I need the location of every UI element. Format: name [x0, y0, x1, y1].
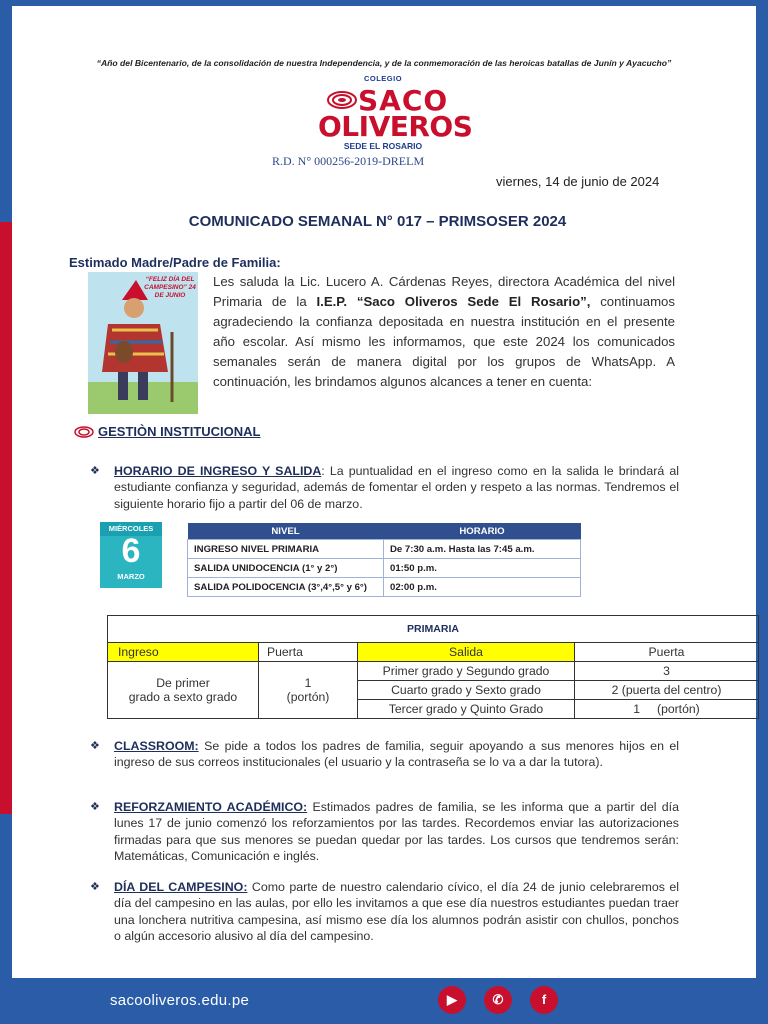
bullet-classroom	[90, 738, 679, 771]
primaria-puerta-cell	[259, 662, 358, 719]
illustration-caption: “FELIZ DÍA DEL CAMPESINO” 24 DE JUNIO	[144, 276, 196, 299]
horario-heading: HORARIO DE INGRESO Y SALIDA	[114, 464, 322, 478]
right-border	[756, 0, 768, 1024]
greeting: Estimado Madre/Padre de Familia:	[69, 255, 281, 270]
motto-line: “Año del Bicentenario, de la consolidación de nuestra Independencia, y de la conmemoración de las heroicas batallas de Junín y Ayacucho”	[96, 58, 672, 68]
schedule-cell: INGRESO NIVEL PRIMARIA	[188, 540, 384, 559]
reforzamiento-text: Estimados padres de familia, se les informa que a partir del día lunes 17 de junio comenzó los reforzamientos por las tardes. Recordemos enviar las autorizaciones firmadas para que sus menores se puedan quedar por las tardes. Los cursos que tendremos serán: Matemáticas, Comunicación e inglés.	[114, 800, 679, 864]
document-title: COMUNICADO SEMANAL N° 017 – PRIMSOSER 2024	[188, 213, 567, 230]
section-gestion	[74, 424, 261, 439]
calendar-badge	[100, 522, 162, 588]
salida-cell: Tercer grado y Quinto Grado	[358, 700, 575, 719]
ingreso-line2: grado a sexto grado	[128, 690, 238, 704]
salida-puerta-cell: 1 (portón)	[575, 700, 759, 719]
calendar-month: MARZO	[117, 572, 145, 581]
logo-sede: SEDE EL ROSARIO	[343, 141, 423, 151]
schedule-cell: De 7:30 a.m. Hasta las 7:45 a.m.	[384, 540, 581, 559]
intro-part1: Les saluda la Lic. Lucero A. Cárdenas Reyes, directora Académica del nivel Primaria de la	[213, 274, 675, 309]
schedule-cell: 02:00 p.m.	[384, 578, 581, 597]
campesino-text: Como parte de nuestro calendario cívico, el día 24 de junio celebraremos el día del campesino en las aulas, por ello les invitamos a que ese día nuestros estudiantes puedan traer una lonchera nutritiva campesina, así mismo ese día los alumnos podrán asistir con chullos, ponchos o algún accesorio alusivo al día del campesino.	[114, 880, 679, 944]
primaria-header-ingreso: Ingreso	[108, 643, 259, 662]
school-logo	[318, 74, 473, 154]
intro-school: I.E.P. “Saco Oliveros Sede El Rosario”,	[316, 294, 591, 309]
primaria-header-puerta: Puerta	[259, 643, 358, 662]
schedule-header-horario: HORARIO	[384, 523, 581, 540]
calendar-day-name: MIÉRCOLES	[100, 522, 162, 536]
bullet-campesino	[90, 879, 679, 945]
primaria-ingreso-cell	[108, 662, 259, 719]
puerta-line2: (portón)	[286, 690, 330, 704]
logo-swirl-icon	[326, 90, 358, 110]
schedule-cell: 01:50 p.m.	[384, 559, 581, 578]
ingreso-line1: De primer	[156, 676, 210, 690]
table-row	[188, 540, 581, 559]
classroom-heading: CLASSROOM:	[114, 739, 199, 753]
campesino-illustration	[88, 272, 198, 414]
puerta-line1: 1	[304, 676, 312, 690]
classroom-text: Se pide a todos los padres de familia, seguir apoyando a sus menores hijos en el ingreso de sus correos institucionales (el usuario y la contraseña se lo va a dar la tutora).	[114, 739, 679, 770]
salida-puerta-cell: 2 (puerta del centro)	[575, 681, 759, 700]
reforzamiento-heading: REFORZAMIENTO ACADÉMICO:	[114, 800, 308, 814]
facebook-icon[interactable]: f	[530, 986, 558, 1014]
footer-website-link[interactable]: sacooliveros.edu.pe	[110, 992, 250, 1009]
calendar-day: 6	[121, 532, 141, 570]
intro-part2: continuamos agradeciendo la confianza depositada en nuestra institución en el presente año escolar. Así mismo les informamos, que este 2024 los comunicados semanales serán de manera digital por los grupos de WhatsApp. A continuación, les brindamos algunos alcances a tener en cuenta:	[213, 294, 675, 389]
primaria-title: PRIMARIA	[108, 616, 759, 643]
schedule-cell: SALIDA POLIDOCENCIA (3°,4°,5° y 6°)	[188, 578, 384, 597]
section-gestion-label: GESTIÒN INSTITUCIONAL	[98, 424, 261, 439]
diamond-bullet-icon: ❖	[90, 801, 100, 813]
table-row	[188, 578, 581, 597]
whatsapp-icon[interactable]: ✆	[484, 986, 512, 1014]
document-date: viernes, 14 de junio de 2024	[496, 174, 660, 189]
salida-cell: Cuarto grado y Sexto grado	[358, 681, 575, 700]
rd-number: R.D. N° 000256-2019-DRELM	[272, 154, 425, 168]
primaria-table	[107, 615, 759, 719]
table-row	[188, 559, 581, 578]
logo-colegio: COLEGIO	[363, 74, 403, 83]
primaria-header-salida: Salida	[358, 643, 575, 662]
bullet-reforzamiento	[90, 799, 679, 865]
intro-paragraph	[213, 272, 675, 392]
campesino-heading: DÍA DEL CAMPESINO:	[114, 880, 248, 894]
left-border	[0, 0, 12, 1024]
salida-puerta-cell: 3	[575, 662, 759, 681]
horario-text: : La puntualidad en el ingreso como en la salida le brindará al estudiante confianza y seguridad, además de fomentar el orden y respeto a las normas. Tendremos el siguiente horario fijo a partir del 06 de marzo.	[114, 464, 679, 511]
primaria-header-puerta2: Puerta	[575, 643, 759, 662]
salida-cell: Primer grado y Segundo grado	[358, 662, 575, 681]
diamond-bullet-icon: ❖	[90, 465, 100, 477]
bullet-horario	[90, 463, 679, 512]
logo-oliveros: OLIVEROS	[318, 110, 473, 143]
schedule-table	[187, 523, 581, 597]
schedule-header-nivel: NIVEL	[188, 523, 384, 540]
logo-saco: SACO	[358, 84, 449, 117]
youtube-icon[interactable]: ▶	[438, 986, 466, 1014]
table-row	[108, 662, 759, 681]
schedule-cell: SALIDA UNIDOCENCIA (1° y 2°)	[188, 559, 384, 578]
diamond-bullet-icon: ❖	[90, 881, 100, 893]
swirl-icon	[74, 426, 94, 438]
diamond-bullet-icon: ❖	[90, 740, 100, 752]
